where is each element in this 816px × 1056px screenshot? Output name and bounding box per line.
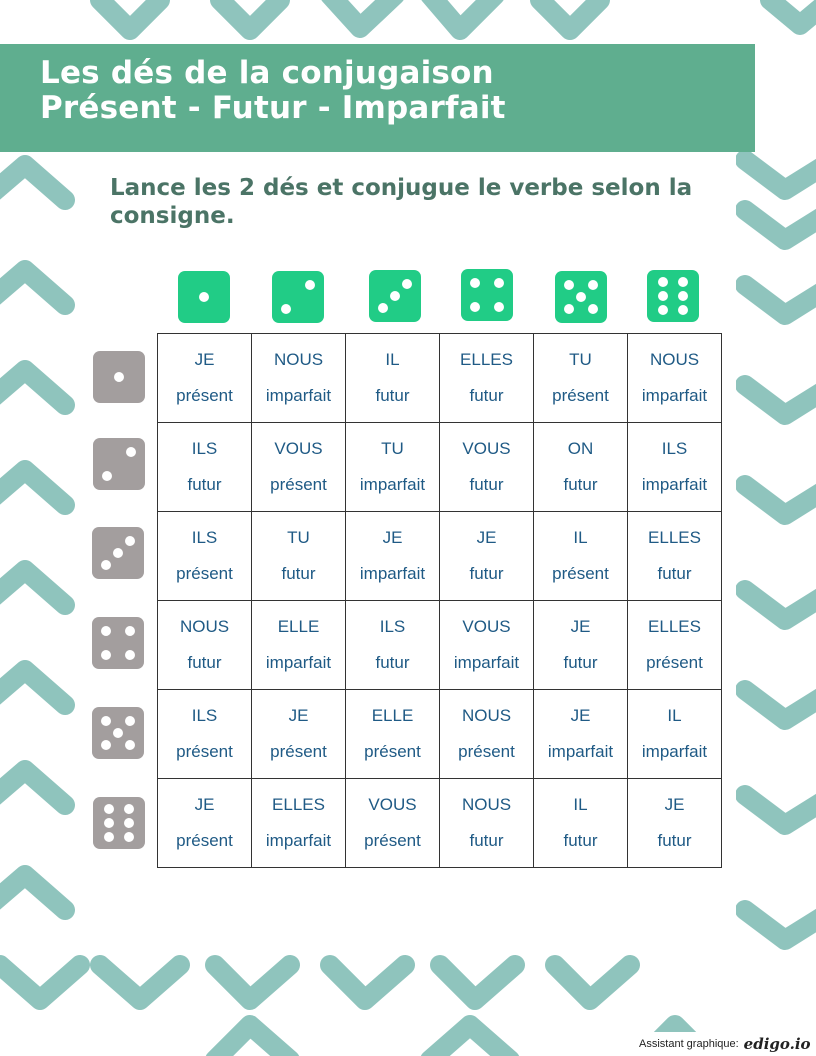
grid-cell (158, 779, 252, 868)
cell-tense: imparfait (265, 831, 332, 850)
chevron-shape (745, 485, 816, 515)
cell-tense: imparfait (547, 742, 614, 761)
cell-tense: futur (187, 653, 222, 672)
chevron-shape (0, 370, 65, 405)
chevron-shape (0, 165, 65, 200)
cell-tense: futur (375, 653, 410, 672)
cell-pronoun: ELLE (277, 617, 320, 636)
cell-tense: présent (364, 742, 421, 761)
cell-tense: futur (187, 475, 222, 494)
chevron-shape (745, 795, 816, 825)
grid-cell (440, 512, 534, 601)
grid-cell (252, 779, 346, 868)
grid-cell (252, 423, 346, 512)
chevron-shape (430, 1025, 510, 1056)
grid-cell (158, 512, 252, 601)
grid-cell (252, 601, 346, 690)
cell-pronoun: JE (570, 706, 591, 725)
cell-tense: imparfait (453, 653, 520, 672)
cell-tense: présent (552, 564, 609, 583)
cell-tense: imparfait (359, 475, 426, 494)
chevron-shape (745, 385, 816, 415)
die-face-3-icon (369, 270, 421, 322)
grid-cell (252, 334, 346, 423)
chevron-shape (215, 1025, 290, 1056)
page-subtitle: Présent - Futur - Imparfait (40, 90, 506, 126)
grid-cell (440, 779, 534, 868)
cell-tense: imparfait (265, 653, 332, 672)
chevron-shape (0, 875, 65, 910)
cell-pronoun: IL (667, 706, 682, 725)
chevron-shape (770, 0, 816, 25)
cell-tense: futur (469, 564, 504, 583)
cell-pronoun: ELLES (272, 795, 325, 814)
die-face-4-icon (92, 617, 144, 669)
grid-cell (440, 423, 534, 512)
chevron-shape (555, 965, 630, 1000)
grid-cell (346, 334, 440, 423)
cell-tense: futur (469, 475, 504, 494)
cell-pronoun: TU (381, 439, 404, 458)
cell-pronoun: IL (573, 528, 588, 547)
cell-tense: futur (563, 831, 598, 850)
credit-footer (629, 1032, 816, 1056)
cell-tense: présent (646, 653, 703, 672)
cell-pronoun: TU (569, 350, 592, 369)
grid-cell (346, 601, 440, 690)
cell-pronoun: NOUS (273, 350, 324, 369)
cell-tense: présent (176, 742, 233, 761)
chevron-shape (215, 965, 290, 1000)
grid-cell (346, 512, 440, 601)
cell-tense: imparfait (265, 386, 332, 405)
chevron-shape (745, 910, 816, 940)
cell-pronoun: JE (194, 795, 215, 814)
grid-row (158, 423, 722, 512)
die-face-3-icon (92, 527, 144, 579)
cell-tense: présent (176, 831, 233, 850)
cell-tense: futur (469, 831, 504, 850)
cell-tense: futur (563, 475, 598, 494)
die-face-5-icon (92, 707, 144, 759)
cell-pronoun: VOUS (368, 795, 417, 814)
die-face-2-icon (93, 438, 145, 490)
chevron-shape (0, 270, 65, 305)
grid-cell (346, 779, 440, 868)
cell-pronoun: VOUS (462, 439, 511, 458)
grid-cell (534, 334, 628, 423)
cell-tense: présent (270, 742, 327, 761)
cell-pronoun: NOUS (461, 706, 512, 725)
conjugation-grid (157, 333, 722, 868)
chevron-shape (0, 770, 65, 805)
grid-cell (158, 334, 252, 423)
chevron-shape (745, 590, 816, 620)
die-face-4-icon (461, 269, 513, 321)
grid-cell (440, 601, 534, 690)
grid-cell (534, 690, 628, 779)
cell-pronoun: IL (573, 795, 588, 814)
grid-cell (440, 690, 534, 779)
cell-pronoun: ELLE (371, 706, 414, 725)
die-face-6-icon (93, 797, 145, 849)
die-face-5-icon (555, 271, 607, 323)
chevron-shape (0, 570, 65, 605)
grid-cell (534, 601, 628, 690)
grid-cell (628, 690, 722, 779)
grid-cell (534, 779, 628, 868)
cell-pronoun: NOUS (179, 617, 230, 636)
grid-cell (534, 423, 628, 512)
chevron-shape (220, 0, 280, 30)
cell-tense: futur (375, 386, 410, 405)
grid-body (158, 334, 722, 868)
chevron-shape (100, 965, 180, 1000)
credit-label: Assistant graphique: (639, 1038, 739, 1050)
grid-cell (158, 601, 252, 690)
cell-tense: présent (176, 386, 233, 405)
chevron-shape (745, 690, 816, 720)
cell-tense: présent (552, 386, 609, 405)
die-face-1-icon (93, 351, 145, 403)
cell-pronoun: JE (194, 350, 215, 369)
cell-pronoun: ELLES (648, 528, 701, 547)
cell-pronoun: ELLES (460, 350, 513, 369)
cell-tense: futur (281, 564, 316, 583)
die-face-6-icon (647, 270, 699, 322)
grid-cell (628, 512, 722, 601)
grid-row (158, 334, 722, 423)
cell-pronoun: JE (288, 706, 309, 725)
cell-pronoun: ILS (191, 528, 218, 547)
cell-pronoun: IL (385, 350, 400, 369)
cell-pronoun: ON (567, 439, 594, 458)
grid-cell (346, 690, 440, 779)
cell-tense: présent (270, 475, 327, 494)
brand-logo: edigo.io (743, 1035, 811, 1053)
instructions-text: Lance les 2 dés et conjugue le verbe selon la consigne. (110, 175, 693, 229)
cell-tense: futur (657, 564, 692, 583)
chevron-shape (0, 670, 65, 705)
chevron-shape (745, 160, 816, 190)
chevron-shape (430, 0, 495, 30)
cell-pronoun: TU (287, 528, 310, 547)
cell-tense: futur (469, 386, 504, 405)
cell-pronoun: JE (664, 795, 685, 814)
cell-pronoun: ILS (661, 439, 688, 458)
grid-cell (158, 690, 252, 779)
chevron-shape (745, 285, 816, 315)
cell-pronoun: ELLES (648, 617, 701, 636)
cell-pronoun: ILS (379, 617, 406, 636)
chevron-shape (540, 0, 600, 30)
grid-cell (252, 690, 346, 779)
die-face-1-icon (178, 271, 230, 323)
grid-row (158, 512, 722, 601)
cell-tense: présent (458, 742, 515, 761)
cell-tense: imparfait (641, 742, 708, 761)
grid-cell (346, 423, 440, 512)
grid-cell (628, 423, 722, 512)
cell-pronoun: ILS (191, 706, 218, 725)
cell-tense: imparfait (359, 564, 426, 583)
grid-cell (440, 334, 534, 423)
cell-tense: imparfait (641, 475, 708, 494)
cell-tense: présent (176, 564, 233, 583)
page-title: Les dés de la conjugaison (40, 55, 494, 91)
cell-pronoun: JE (570, 617, 591, 636)
cell-tense: présent (364, 831, 421, 850)
cell-tense: futur (563, 653, 598, 672)
chevron-shape (440, 965, 515, 1000)
cell-pronoun: VOUS (462, 617, 511, 636)
grid-cell (628, 334, 722, 423)
cell-pronoun: NOUS (649, 350, 700, 369)
grid-cell (252, 512, 346, 601)
title-band (0, 44, 755, 152)
chevron-shape (330, 0, 395, 28)
chevron-shape (0, 470, 65, 505)
grid-row (158, 601, 722, 690)
grid-cell (628, 779, 722, 868)
die-face-2-icon (272, 271, 324, 323)
grid-cell (534, 512, 628, 601)
grid-cell (628, 601, 722, 690)
grid-row (158, 690, 722, 779)
cell-pronoun: NOUS (461, 795, 512, 814)
cell-pronoun: VOUS (274, 439, 323, 458)
chevron-shape (100, 0, 160, 30)
cell-pronoun: ILS (191, 439, 218, 458)
chevron-shape (0, 965, 80, 1000)
cell-tense: futur (657, 831, 692, 850)
cell-pronoun: JE (476, 528, 497, 547)
cell-tense: imparfait (641, 386, 708, 405)
cell-pronoun: JE (382, 528, 403, 547)
chevron-shape (330, 965, 405, 1000)
chevron-shape (745, 210, 816, 240)
grid-row (158, 779, 722, 868)
grid-cell (158, 423, 252, 512)
